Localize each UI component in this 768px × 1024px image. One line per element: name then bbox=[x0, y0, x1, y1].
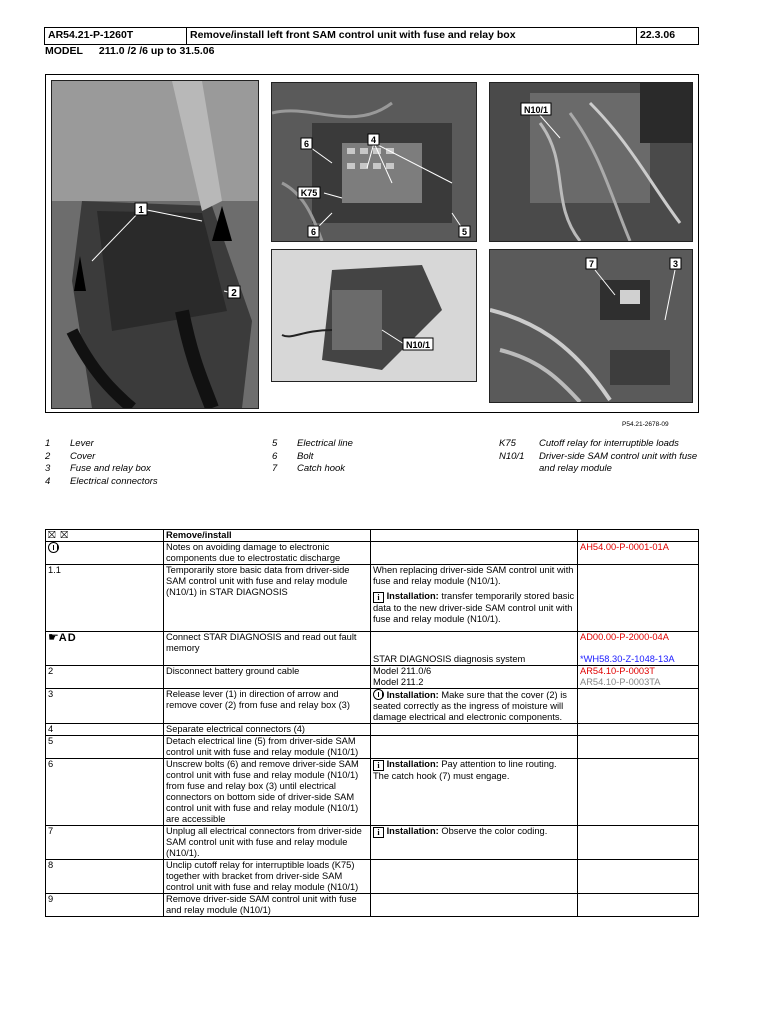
legend-item bbox=[45, 451, 158, 464]
note-cell bbox=[371, 632, 578, 655]
installation-note bbox=[373, 591, 575, 625]
callout-1: 1 bbox=[138, 205, 144, 216]
header-title: Remove/install bbox=[164, 530, 371, 542]
photo-sam-unit-installed bbox=[489, 82, 693, 242]
legend-item bbox=[45, 463, 158, 476]
legend-num: 3 bbox=[45, 463, 51, 474]
photo-connectors-catch-hook bbox=[489, 249, 693, 403]
legend-text: Lever bbox=[70, 438, 94, 449]
step-cell: 2 bbox=[46, 666, 164, 678]
legend-num: 7 bbox=[272, 463, 278, 474]
step-cell bbox=[46, 654, 164, 666]
table-row bbox=[46, 759, 699, 826]
step-cell: 7 bbox=[46, 826, 164, 860]
ref-cell bbox=[578, 736, 699, 759]
note-cell bbox=[371, 894, 578, 917]
callout-6b: 6 bbox=[310, 227, 317, 237]
legend-num: 6 bbox=[272, 450, 278, 462]
note-text: When replacing driver-side SAM control unit with fuse and relay module (N10/1). bbox=[373, 565, 574, 586]
ref-cell bbox=[578, 860, 699, 894]
procedure-table bbox=[45, 529, 699, 917]
photo-fuse-box-cover bbox=[51, 80, 259, 409]
info-icon: i bbox=[373, 760, 384, 771]
doc-title: Remove/install left front SAM control unit with fuse and relay box bbox=[187, 28, 637, 44]
diagnosis-connector-icon: ☛ bbox=[48, 631, 59, 644]
table-row bbox=[46, 894, 699, 917]
table-header-row bbox=[46, 530, 699, 542]
legend-num: K75 bbox=[499, 438, 516, 449]
note-cell bbox=[371, 736, 578, 759]
step-cell: 4 bbox=[46, 724, 164, 736]
legend-num: 4 bbox=[45, 475, 51, 487]
esd-warning-icon bbox=[373, 689, 384, 700]
ref-link[interactable]: AH54.00-P-0001-01A bbox=[578, 542, 699, 565]
ref-link[interactable]: AD00.00-P-2000-04A bbox=[578, 632, 699, 655]
step-ad-label: AD bbox=[58, 632, 77, 644]
doc-date: 22.3.06 bbox=[640, 29, 676, 41]
legend-num: N10/1 bbox=[499, 450, 525, 462]
document-header bbox=[44, 27, 699, 45]
legend-num: 1 bbox=[45, 438, 51, 449]
header-icons: ⛝ ⛝ bbox=[46, 530, 164, 542]
note-cell bbox=[371, 542, 578, 565]
table-row bbox=[46, 689, 699, 724]
note-label: Installation: bbox=[386, 826, 439, 836]
ref-cell bbox=[578, 724, 699, 736]
table-row bbox=[46, 654, 699, 666]
note-text: Pay attention to line routing. The catch hook (7) must engage. bbox=[373, 759, 557, 781]
table-row bbox=[46, 565, 699, 632]
table-row bbox=[46, 666, 699, 678]
note-label: Installation: bbox=[386, 759, 439, 769]
op-cell: Remove driver-side SAM control unit with fuse and relay module (N10/1) bbox=[164, 894, 371, 917]
legend-item bbox=[272, 451, 353, 464]
legend-item bbox=[45, 476, 158, 489]
legend-item bbox=[272, 463, 353, 476]
step-cell bbox=[46, 542, 164, 565]
op-cell bbox=[164, 677, 371, 689]
legend-text: Cutoff relay for interruptible loads bbox=[539, 438, 679, 449]
photo-sam-unit-removed bbox=[271, 249, 477, 382]
step-cell: 3 bbox=[46, 689, 164, 724]
ref-cell bbox=[578, 826, 699, 860]
header-empty bbox=[371, 530, 578, 542]
op-cell: Temporarily store basic data from driver-side SAM control unit with fuse and relay module (N10/1) in STAR DIAGNOSIS bbox=[164, 565, 371, 632]
header-empty bbox=[578, 530, 699, 542]
note-text: Make sure that the cover (2) is seated correctly as the ingress of moisture will damage electrical and electronic components. bbox=[373, 690, 567, 722]
callout-6a: 6 bbox=[303, 139, 310, 149]
callout-3: 3 bbox=[672, 259, 679, 269]
callout-2: 2 bbox=[231, 288, 237, 299]
callout-k75: K75 bbox=[300, 188, 318, 198]
ref-link[interactable]: *WH58.30-Z-1048-13A bbox=[578, 654, 699, 666]
legend-col-3 bbox=[499, 438, 699, 476]
note-label: Installation: bbox=[386, 690, 439, 700]
step-cell: 8 bbox=[46, 860, 164, 894]
callout-n10-1-b: N10/1 bbox=[405, 340, 431, 350]
op-cell: Unscrew bolts (6) and remove driver-side SAM control unit with fuse and relay module (N10/1) from fuse and relay box (3) until electrical connectors on bottom side of driver-side SAM control unit with fuse and relay module (N10/1) are accessible bbox=[164, 759, 371, 826]
table-row bbox=[46, 724, 699, 736]
note-text: transfer temporarily stored basic data to the new driver-side SAM control unit with fuse and relay module (N10/1). bbox=[373, 591, 575, 624]
info-icon: i bbox=[373, 592, 384, 603]
model-value: 211.0 /2 /6 up to 31.5.06 bbox=[98, 45, 215, 57]
note-cell bbox=[371, 860, 578, 894]
legend-text: Bolt bbox=[297, 450, 314, 462]
photo-fuse-box-open bbox=[271, 82, 477, 242]
model-label: MODEL bbox=[45, 45, 83, 57]
figure-code: P54.21-2678-09 bbox=[622, 421, 669, 428]
step-cell bbox=[46, 632, 164, 655]
legend-col-2 bbox=[272, 438, 353, 476]
ref-cell bbox=[578, 759, 699, 826]
ref-link[interactable]: AR54.10-P-0003TA bbox=[578, 677, 699, 689]
note-cell bbox=[371, 565, 578, 632]
callout-7: 7 bbox=[588, 259, 595, 269]
note-label: Installation: bbox=[386, 591, 439, 601]
op-cell: Unclip cutoff relay for interruptible loads (K75) together with bracket from driver-side SAM control unit with fuse and relay module (N10/1) bbox=[164, 860, 371, 894]
op-cell: Unplug all electrical connectors from driver-side SAM control unit with fuse and relay module (N10/1). bbox=[164, 826, 371, 860]
step-cell: 9 bbox=[46, 894, 164, 917]
legend-item bbox=[499, 438, 699, 451]
note-cell bbox=[371, 689, 578, 724]
op-cell: Separate electrical connectors (4) bbox=[164, 724, 371, 736]
legend-text: Cover bbox=[70, 450, 96, 462]
callout-n10-1-a: N10/1 bbox=[523, 105, 549, 115]
legend-text: Electrical line bbox=[297, 438, 353, 449]
esd-warning-icon bbox=[48, 542, 59, 553]
step-cell bbox=[46, 677, 164, 689]
ref-cell bbox=[578, 894, 699, 917]
callout-4: 4 bbox=[370, 135, 377, 145]
legend-text: Electrical connectors bbox=[70, 475, 158, 487]
ref-cell bbox=[578, 565, 699, 632]
step-cell: 1.1 bbox=[46, 565, 164, 632]
note-cell bbox=[371, 724, 578, 736]
step-cell: 6 bbox=[46, 759, 164, 826]
op-cell: Notes on avoiding damage to electronic components due to electrostatic discharge bbox=[164, 542, 371, 565]
model-line bbox=[45, 45, 215, 57]
note-cell bbox=[371, 759, 578, 826]
legend-item bbox=[45, 438, 158, 451]
doc-id: AR54.21-P-1260T bbox=[45, 28, 187, 44]
note-cell: Model 211.2 bbox=[371, 677, 578, 689]
step-cell: 5 bbox=[46, 736, 164, 759]
note-cell: Model 211.0/6 bbox=[371, 666, 578, 678]
legend-item bbox=[272, 438, 353, 451]
op-cell: Detach electrical line (5) from driver-side SAM control unit with fuse and relay module (N10/1) bbox=[164, 736, 371, 759]
table-row bbox=[46, 736, 699, 759]
table-row bbox=[46, 632, 699, 655]
op-cell bbox=[164, 654, 371, 666]
legend-num: 2 bbox=[45, 450, 51, 462]
legend-text: Driver-side SAM control unit with fuse and relay module bbox=[539, 450, 698, 474]
legend-num: 5 bbox=[272, 438, 278, 449]
callout-5: 5 bbox=[461, 227, 468, 237]
legend-text: Fuse and relay box bbox=[70, 463, 151, 474]
table-row bbox=[46, 826, 699, 860]
figure-panel bbox=[45, 74, 699, 413]
table-row bbox=[46, 542, 699, 565]
op-cell: Release lever (1) in direction of arrow and remove cover (2) from fuse and relay box (3) bbox=[164, 689, 371, 724]
note-cell: STAR DIAGNOSIS diagnosis system bbox=[371, 654, 578, 666]
table-row bbox=[46, 860, 699, 894]
ref-link[interactable]: AR54.10-P-0003T bbox=[578, 666, 699, 678]
note-text: Observe the color coding. bbox=[441, 826, 548, 836]
legend-item bbox=[499, 451, 699, 476]
legend-col-1 bbox=[45, 438, 158, 488]
op-cell: Connect STAR DIAGNOSIS and read out fault memory bbox=[164, 632, 371, 655]
ref-cell bbox=[578, 689, 699, 724]
info-icon: i bbox=[373, 827, 384, 838]
table-row bbox=[46, 677, 699, 689]
legend-text: Catch hook bbox=[297, 463, 346, 474]
note-cell bbox=[371, 826, 578, 860]
op-cell: Disconnect battery ground cable bbox=[164, 666, 371, 678]
